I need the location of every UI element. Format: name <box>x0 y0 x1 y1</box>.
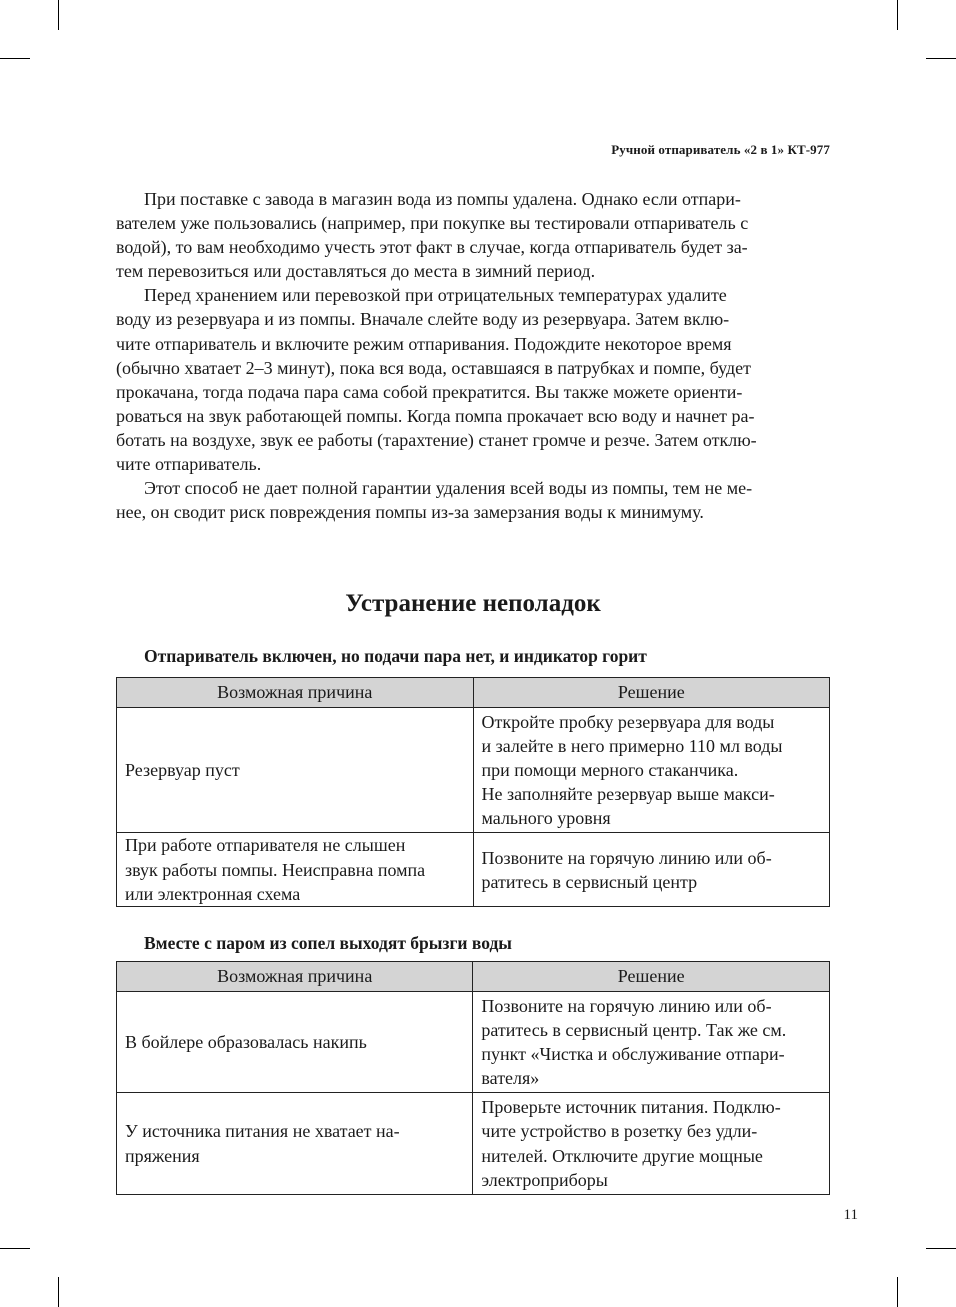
cell-line: мального уровня <box>481 808 611 829</box>
text-line: ботать на воздухе, звук ее работы (тарахтение) станет громче и резче. Затем отклю- <box>116 429 757 450</box>
cause-cell <box>117 708 474 833</box>
solution-cell <box>473 708 829 833</box>
text-line: (обычно хватает 2–3 минут), пока вся вода, оставшаяся в патрубках и помпе, будет <box>116 357 752 378</box>
paragraph-3 <box>116 476 830 524</box>
section-title: Устранение неполадок <box>345 590 601 617</box>
column-header-solution: Решение <box>473 678 829 708</box>
column-header-solution: Решение <box>473 962 830 992</box>
body-text <box>116 187 830 524</box>
text-line: Перед хранением или перевозкой при отрицательных температурах удалите <box>144 285 727 306</box>
troubleshooting-table-1 <box>116 677 830 907</box>
table-row <box>117 833 830 906</box>
cell-line: Не заполняйте резервуар выше макси- <box>481 784 775 805</box>
cell-line: и залейте в него примерно 110 мл воды <box>481 736 783 757</box>
cell-line: Позвоните на горячую линию или об- <box>481 847 772 868</box>
cell-line: ратитесь в сервисный центр. Так же см. <box>481 1020 787 1041</box>
cell-line: ратитесь в сервисный центр <box>481 871 698 892</box>
text-line: нее, он сводит риск повреждения помпы из-за замерзания воды к минимуму. <box>116 502 704 523</box>
text-line: Этот способ не дает полной гарантии удаления всей воды из помпы, тем не ме- <box>144 478 753 499</box>
crop-mark-bottom-left-v <box>58 1277 59 1307</box>
text-line: чите отпариватель. <box>116 454 262 475</box>
crop-mark-top-left-v <box>58 0 59 30</box>
crop-mark-top-right-h <box>926 58 956 59</box>
paragraph-2 <box>116 283 830 476</box>
page-number: 11 <box>843 1207 858 1223</box>
crop-mark-bottom-right-h <box>926 1248 956 1249</box>
crop-mark-top-right-v <box>897 0 898 30</box>
table-header-row <box>117 678 830 708</box>
cell-line: электроприборы <box>481 1169 608 1190</box>
text-line: роваться на звук работающей помпы. Когда помпа прокачает всю воду и начнет ра- <box>116 405 755 426</box>
crop-mark-bottom-left-h <box>0 1248 30 1249</box>
text-line: тем перевозиться или доставляться до места в зимний период. <box>116 261 596 282</box>
text-line: вателем уже пользовались (например, при покупке вы тестировали отпариватель с <box>116 213 749 234</box>
text-line: водой), то вам необходимо учесть этот факт в случае, когда отпариватель будет за- <box>116 237 748 258</box>
cell-line: при помощи мерного стаканчика. <box>481 760 739 781</box>
crop-mark-top-left-h <box>0 58 30 59</box>
column-header-cause: Возможная причина <box>117 678 474 708</box>
cell-line: нителей. Отключите другие мощные <box>481 1145 763 1166</box>
cell-line: звук работы помпы. Неисправна помпа <box>125 859 426 880</box>
cell-line: При работе отпаривателя не слышен <box>125 835 406 856</box>
table-2-heading: Вместе с паром из сопел выходят брызги воды <box>144 933 512 953</box>
cell-line: чите устройство в розетку без удли- <box>481 1121 758 1142</box>
cell-line: Позвоните на горячую линию или об- <box>481 996 772 1016</box>
cell-line: Резервуар пуст <box>125 760 240 781</box>
crop-mark-bottom-right-v <box>897 1277 898 1307</box>
column-header-cause: Возможная причина <box>117 962 473 992</box>
cell-line: вателя» <box>481 1068 540 1089</box>
cause-cell <box>117 1093 473 1194</box>
table-row <box>117 708 830 833</box>
text-line: чите отпариватель и включите режим отпаривания. Подождите некоторое время <box>116 333 732 354</box>
cause-cell <box>117 992 473 1093</box>
troubleshooting-table-2 <box>116 961 830 1195</box>
cell-line: У источника питания не хватает на- <box>125 1121 400 1142</box>
running-header: Ручной отпариватель «2 в 1» КТ-977 <box>611 142 830 157</box>
text-line: прокачана, тогда подача пара сама собой прекратится. Вы также можете ориенти- <box>116 381 743 402</box>
table-row <box>117 1093 830 1194</box>
cell-line: пряжения <box>125 1145 200 1166</box>
table-1-heading: Отпариватель включен, но подачи пара нет, и индикатор горит <box>144 646 647 666</box>
table-row <box>117 992 830 1093</box>
cell-line: пункт «Чистка и обслуживание отпари- <box>481 1044 785 1065</box>
cell-line: Проверьте источник питания. Подклю- <box>481 1097 781 1118</box>
cell-line: Откройте пробку резервуара для воды <box>481 712 775 732</box>
text-line: При поставке с завода в магазин вода из помпы удалена. Однако если отпари- <box>144 189 741 209</box>
table-header-row <box>117 962 830 992</box>
paragraph-1 <box>116 187 830 283</box>
solution-cell <box>473 1093 830 1194</box>
cause-cell <box>117 833 474 906</box>
text-line: воду из резервуара и из помпы. Вначале слейте воду из резервуара. Затем вклю- <box>116 309 730 330</box>
cell-line: или электронная схема <box>125 883 301 904</box>
cell-line: В бойлере образовалась накипь <box>125 1032 367 1053</box>
solution-cell <box>473 833 829 906</box>
solution-cell <box>473 992 830 1093</box>
